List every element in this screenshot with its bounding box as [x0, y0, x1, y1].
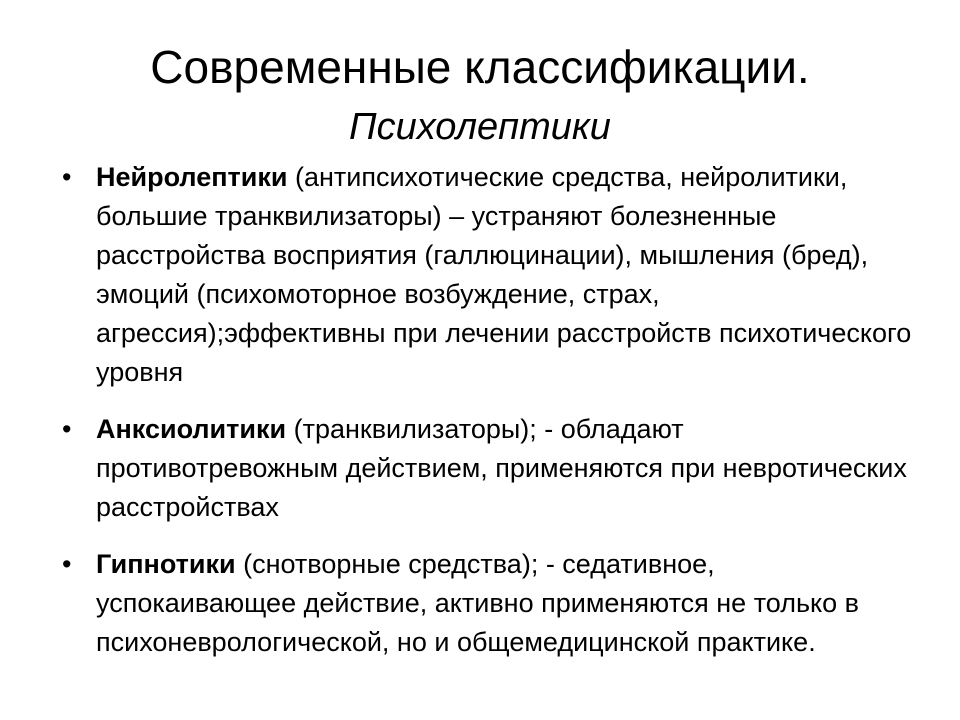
- bullet-dot-icon: •: [62, 549, 72, 579]
- bullet-dot-icon: •: [62, 414, 72, 444]
- bullet-description: (антипсихотические средства, нейролитики, большие транквилизаторы) – устраняют болезненные расстройства восприятия (галлюцинации), мышления (бред), эмоций (психомоторное возбуждение, страх, агрессия);эффективны при лечении расстройств психотического уровня: [96, 162, 912, 387]
- bullet-description: (снотворные средства); - седативное, успокаивающее действие, активно применяются не только в психоневрологической, но и общемедицинской практике.: [96, 549, 859, 657]
- bullet-description: (транквилизаторы); - обладают противотревожным действием, применяются при невротических расстройствах: [96, 414, 907, 522]
- slide-title: Современные классификации.: [150, 41, 810, 93]
- bullet-dot-icon: •: [62, 162, 72, 192]
- slide-subtitle: Психолептики: [349, 106, 611, 148]
- bullet-list: [62, 158, 922, 680]
- bullet-item-neuroleptics: [62, 158, 922, 392]
- bullet-term: Анксиолитики: [96, 414, 287, 444]
- bullet-item-anxiolytics: [62, 410, 922, 527]
- bullet-term: Гипнотики: [96, 549, 236, 579]
- bullet-term: Нейролептики: [96, 162, 288, 192]
- bullet-item-hypnotics: [62, 545, 922, 662]
